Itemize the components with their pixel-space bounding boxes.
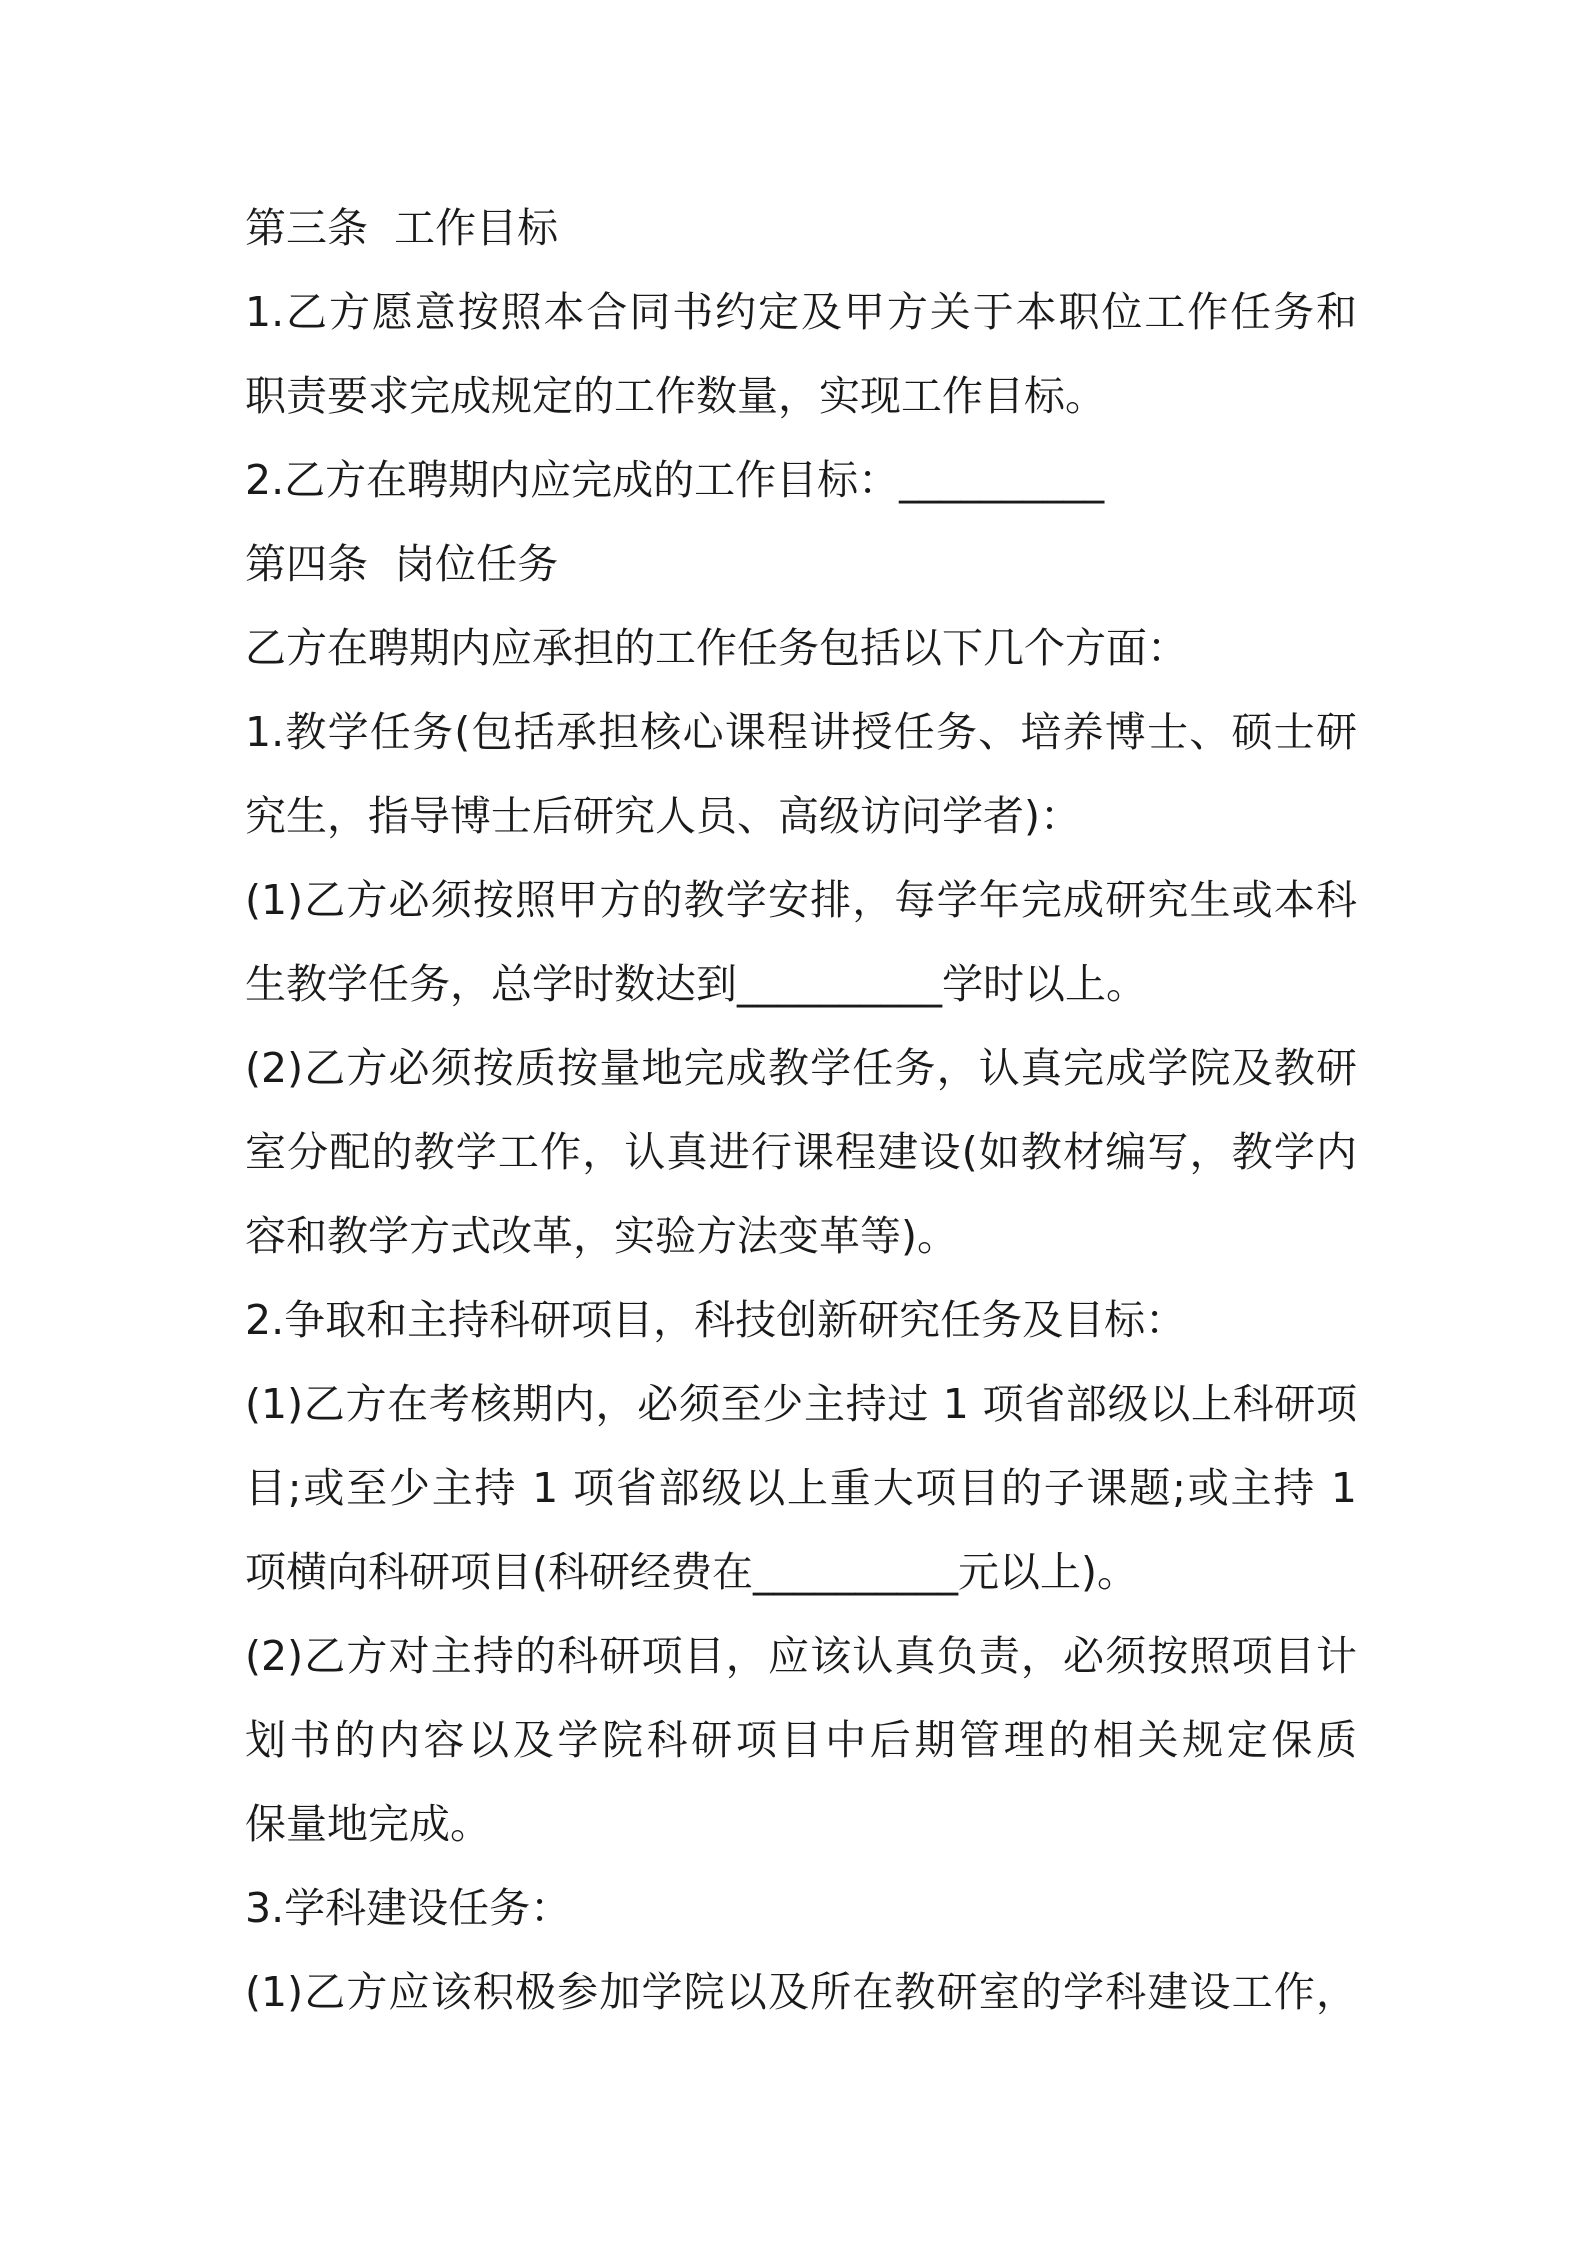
paragraph	[245, 1614, 1357, 1866]
paragraph-line: (2)乙方对主持的科研项目，应该认真负责，必须按照项目计	[245, 1632, 1357, 1680]
paragraph-line: (2)乙方必须按质按量地完成教学任务，认真完成学院及教研	[245, 1044, 1357, 1092]
paragraph-line: 究生，指导博士后研究人员、高级访问学者)：	[245, 792, 1081, 840]
heading-line: 第四条 岗位任务	[245, 540, 559, 588]
paragraph	[245, 690, 1357, 858]
document-body	[245, 186, 1357, 2034]
paragraph-line: 3.学科建设任务：	[245, 1884, 572, 1932]
paragraph	[245, 438, 1357, 522]
paragraph-line: (1)乙方在考核期内，必须至少主持过 1 项省部级以上科研项	[245, 1380, 1357, 1428]
paragraph	[245, 1950, 1357, 2034]
paragraph	[245, 858, 1357, 1026]
paragraph-line: 目;或至少主持 1 项省部级以上重大项目的子课题;或主持 1	[245, 1464, 1357, 1512]
paragraph-line: 1.乙方愿意按照本合同书约定及甲方关于本职位工作任务和	[245, 288, 1357, 336]
paragraph-line: (1)乙方必须按照甲方的教学安排，每学年完成研究生或本科	[245, 876, 1357, 924]
paragraph-line: 乙方在聘期内应承担的工作任务包括以下几个方面：	[245, 624, 1188, 672]
paragraph	[245, 1278, 1357, 1362]
paragraph	[245, 1026, 1357, 1278]
paragraph-line: 2.争取和主持科研项目，科技创新研究任务及目标：	[245, 1296, 1187, 1344]
article-heading-3	[245, 186, 1357, 270]
paragraph-line: 容和教学方式改革，实验方法变革等)。	[245, 1212, 958, 1260]
paragraph	[245, 270, 1357, 438]
paragraph-line: 1.教学任务(包括承担核心课程讲授任务、培养博士、硕士研	[245, 708, 1357, 756]
paragraph	[245, 1362, 1357, 1614]
paragraph-line: 划书的内容以及学院科研项目中后期管理的相关规定保质	[245, 1716, 1357, 1764]
paragraph-line: 2.乙方在聘期内应完成的工作目标：__________	[245, 456, 1105, 504]
paragraph-line: 项横向科研项目(科研经费在__________元以上)。	[245, 1548, 1138, 1596]
paragraph-line: 职责要求完成规定的工作数量，实现工作目标。	[245, 372, 1106, 420]
paragraph	[245, 606, 1357, 690]
heading-line: 第三条 工作目标	[245, 204, 559, 252]
paragraph-line: (1)乙方应该积极参加学院以及所在教研室的学科建设工作，	[245, 1968, 1357, 2016]
paragraph-line: 保量地完成。	[245, 1800, 491, 1848]
article-heading-4	[245, 522, 1357, 606]
paragraph	[245, 1866, 1357, 1950]
paragraph-line: 室分配的教学工作，认真进行课程建设(如教材编写，教学内	[245, 1128, 1357, 1176]
paragraph-line: 生教学任务，总学时数达到__________学时以上。	[245, 960, 1147, 1008]
